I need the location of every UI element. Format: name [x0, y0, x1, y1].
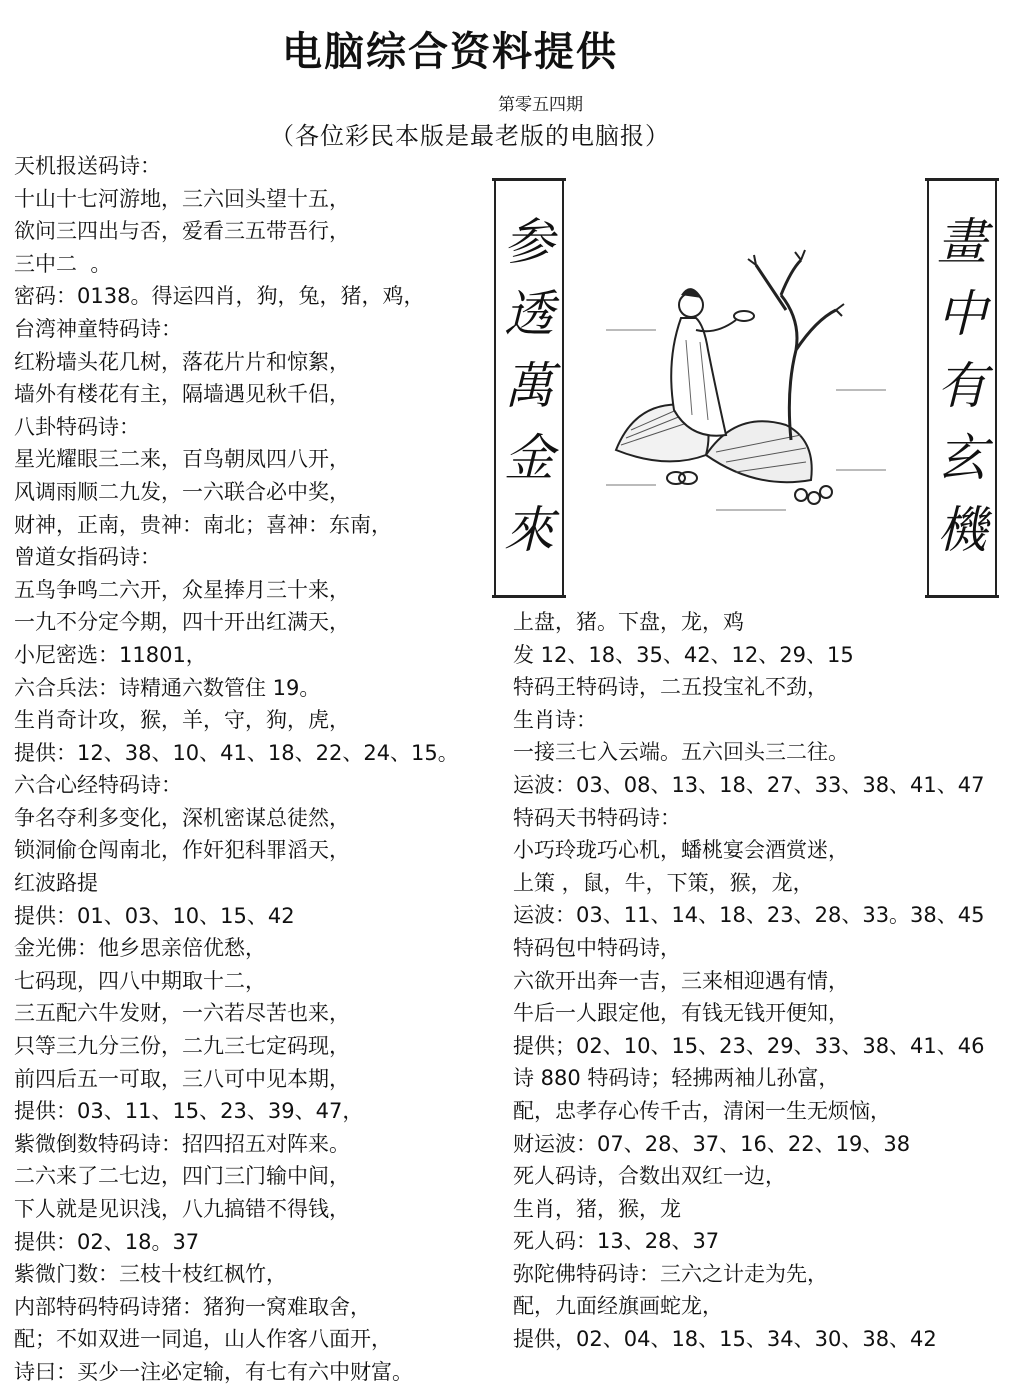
- text-line: 提供；02、10、15、23、29、33、38、41、46: [513, 1033, 985, 1058]
- text-line: 曾道女指码诗：: [14, 545, 161, 570]
- text-line: 提供：02、18。37: [14, 1229, 200, 1254]
- text-line: 财神，正南，贵神：南北；喜神：东南，: [14, 512, 392, 537]
- text-line: 小巧玲珑巧心机，蟠桃宴会酒赏迷，: [513, 838, 849, 863]
- text-line: 提供：12、38、10、41、18、22、24、15。: [14, 740, 459, 765]
- text-line: 八卦特码诗：: [14, 414, 140, 439]
- text-line: 财运波：07、28、37、16、22、19、38: [513, 1131, 911, 1156]
- text-line: 死人码：13、28、37: [513, 1229, 720, 1254]
- text-line: 特码天书特码诗：: [513, 805, 681, 830]
- text-line: 特码王特码诗，二五投宝礼不劲，: [513, 675, 828, 700]
- text-line: 五鸟争鸣二六开，众星捧月三十来，: [14, 577, 350, 602]
- text-line: 特码包中特码诗，: [513, 935, 681, 960]
- left-scroll-banner: [492, 178, 566, 598]
- left-scroll-text: [492, 206, 566, 566]
- text-line: 生肖，猪，猴，龙: [513, 1196, 681, 1221]
- left-text-column: [14, 150, 459, 1389]
- text-line: 生肖诗：: [513, 707, 597, 732]
- text-line: 配，九面经旗画蛇龙，: [513, 1294, 723, 1319]
- scroll-character: 畫: [937, 213, 987, 271]
- text-line: 三五配六牛发财，一六若尽苦也来，: [14, 1001, 350, 1026]
- text-line: 提供，02、04、18、15、34、30、38、42: [513, 1327, 937, 1352]
- scroll-character: 來: [504, 501, 554, 559]
- page-title: 电脑综合资料提供: [282, 29, 618, 75]
- text-line: 十山十七河游地，三六回头望十五，: [14, 186, 350, 211]
- text-line: 六合兵法：诗精通六数管住 19。: [14, 675, 321, 700]
- scroll-character: 参: [504, 213, 554, 271]
- text-line: 小尼密选：11801，: [14, 642, 207, 667]
- text-line: 只等三九分三份，二九三七定码现，: [14, 1034, 350, 1059]
- text-line: 诗 880 特码诗；轻拂两袖儿孙富，: [513, 1066, 840, 1091]
- text-line: 七码现，四八中期取十二，: [14, 968, 266, 993]
- text-line: 天机报送码诗：: [14, 154, 161, 178]
- right-text-column: [513, 606, 985, 1356]
- text-line: 三中二 。: [14, 251, 112, 276]
- text-line: 下人就是见识浅，八九搞错不得钱，: [14, 1197, 350, 1221]
- text-line: 运波：03、08、13、18、27、33、38、41、47: [513, 772, 985, 797]
- text-line: 诗曰：买少一注必定输，有七有六中财富。: [14, 1359, 413, 1384]
- text-line: 六合心经特码诗：: [14, 773, 182, 798]
- right-scroll-banner: [925, 178, 999, 598]
- text-line: 六欲开出奔一吉，三来相迎遇有情，: [513, 968, 849, 993]
- text-line: 金光佛：他乡思亲倍优愁，: [14, 936, 266, 961]
- lady-under-tree-illustration: [596, 240, 896, 530]
- text-line: 红波路提: [14, 871, 98, 896]
- subtitle: （各位彩民本版是最老版的电脑报）: [270, 122, 670, 150]
- issue-number: 第零五四期: [498, 95, 583, 115]
- text-line: 密码：0138。得运四肖，狗，兔，猪，鸡，: [14, 284, 425, 309]
- scroll-character: 透: [504, 285, 554, 343]
- text-line: 弥陀佛特码诗：三六之计走为先，: [513, 1261, 828, 1286]
- text-line: 提供：03、11、15、23、39、47，: [14, 1099, 364, 1124]
- text-line: 墙外有楼花有主，隔墙遇见秋千侣，: [14, 382, 350, 407]
- text-line: 台湾神童特码诗：: [14, 316, 182, 341]
- text-line: 二六来了二七边，四门三门输中间，: [14, 1164, 350, 1189]
- text-line: 红粉墙头花几树，落花片片和惊絮，: [14, 349, 350, 374]
- right-scroll-text: [925, 206, 999, 566]
- scroll-character: 金: [504, 429, 554, 487]
- text-line: 星光耀眼三二来，百鸟朝凤四八开，: [14, 447, 350, 472]
- text-line: 上策 ，鼠，牛，下策，猴，龙，: [513, 870, 814, 895]
- scroll-character: 萬: [504, 357, 554, 415]
- text-line: 生肖奇计攻，猴，羊，守，狗，虎，: [14, 708, 350, 733]
- text-line: 配；不如双进一同追，山人作客八面开，: [14, 1327, 392, 1352]
- text-line: 一九不分定今期，四十开出红满天，: [14, 610, 350, 635]
- text-line: 运波：03、11、14、18、23、28、33。38、45: [513, 903, 985, 928]
- text-line: 争名夺利多变化，深机密谋总徒然，: [14, 805, 350, 830]
- text-line: 配，忠孝存心传千古，清闲一生无烦恼，: [513, 1098, 891, 1123]
- text-line: 提供：01、03、10、15、42: [14, 903, 295, 928]
- text-line: 死人码诗，合数出双红一边，: [513, 1164, 786, 1189]
- scroll-character: 有: [937, 357, 987, 415]
- text-line: 锁洞偷仓闯南北，作奸犯科罪滔天，: [14, 838, 350, 863]
- text-line: 一接三七入云端。五六回头三二往。: [513, 740, 849, 765]
- text-line: 紫微倒数特码诗：招四招五对阵来。: [14, 1131, 350, 1156]
- text-line: 欲问三四出与否，爱看三五带吾行，: [14, 219, 350, 244]
- scroll-character: 玄: [937, 429, 987, 487]
- text-line: 发 12、18、35、42、12、29、15: [513, 642, 854, 667]
- text-line: 内部特码特码诗猪：猪狗一窝难取舍，: [14, 1294, 371, 1319]
- text-line: 上盘，猪。下盘，龙，鸡: [513, 610, 744, 634]
- text-line: 牛后一人跟定他，有钱无钱开便知，: [513, 1001, 849, 1026]
- text-line: 前四后五一可取，三八可中见本期，: [14, 1066, 350, 1091]
- scroll-character: 機: [937, 501, 987, 559]
- text-line: 紫微门数：三枝十枝红枫竹，: [14, 1262, 287, 1287]
- scroll-character: 中: [937, 285, 987, 343]
- text-line: 风调雨顺二九发，一六联合必中奖，: [14, 479, 350, 504]
